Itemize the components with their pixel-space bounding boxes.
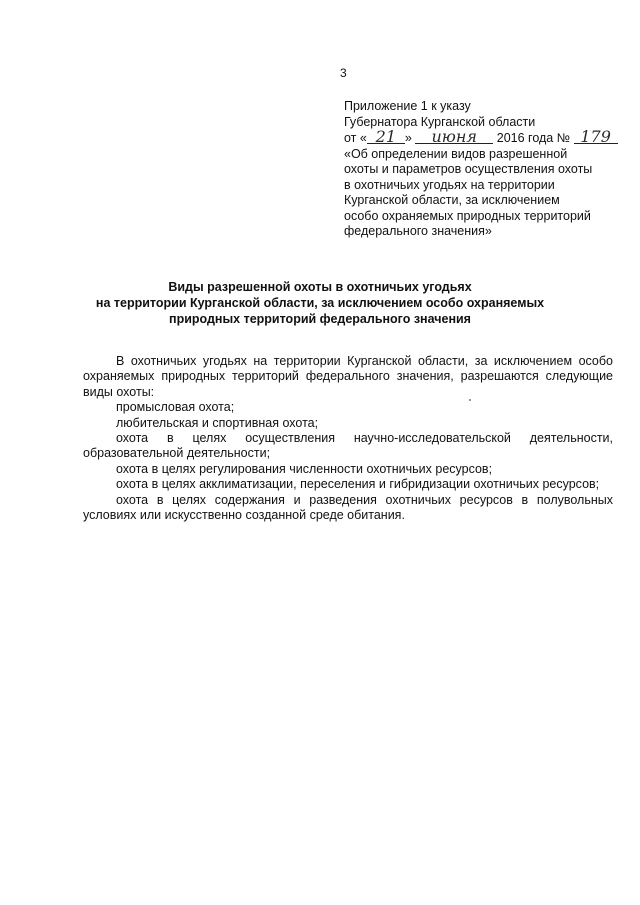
intro-paragraph: В охотничьих угодьях на территории Курганской области, за исключением особо охраняемых природных территорий федерального значения, разрешаются следующие виды охоты: [83,354,613,399]
list-item: охота в целях содержания и разведения охотничьих ресурсов в полувольных условиях или искусственно созданной среде обитания. [83,492,613,523]
appendix-line-1: Приложение 1 к указу [344,99,471,113]
list-item: промысловая охота; [116,400,235,415]
document-body [83,354,613,523]
page-number: 3 [340,66,347,80]
appendix-subject-line: в охотничьих угодьях на территории [344,177,555,192]
appendix-subject-line: федерального значения» [344,224,492,238]
list-item: охота в целях акклиматизации, переселения и гибридизации охотничьих ресурсов; [116,477,600,492]
appendix-subject-line: особо охраняемых природных территорий [344,208,591,223]
date-year: 2016 года № [496,131,571,145]
list-item: охота в целях регулирования численности охотничьих ресурсов; [116,461,493,476]
list-item: любительская и спортивная охота; [116,415,319,430]
appendix-line-2: Губернатора Курганской области [344,114,536,129]
handwritten-day: 21 [367,130,405,144]
appendix-subject-line: Курганской области, за исключением [344,193,560,207]
appendix-subject-line: охоты и параметров осуществления охоты [344,162,593,176]
title-line: на территории Курганской области, за исключением особо охраняемых [95,296,545,310]
date-mid: » [404,131,412,145]
appendix-date-line [344,127,624,147]
appendix-block [344,99,624,240]
list-item: охота в целях осуществления научно-исследовательской деятельности, образовательной деятельности; [83,431,613,461]
title-line: Виды разрешенной охоты в охотничьих угодьях [168,280,472,294]
handwritten-decree-number: 179 [574,130,618,144]
appendix-subject-line: «Об определении видов разрешенной [344,146,568,161]
handwritten-month: июня [415,130,493,144]
document-title [60,279,580,327]
title-line: природных территорий федерального значения [169,312,471,326]
date-prefix: от « [344,131,367,145]
